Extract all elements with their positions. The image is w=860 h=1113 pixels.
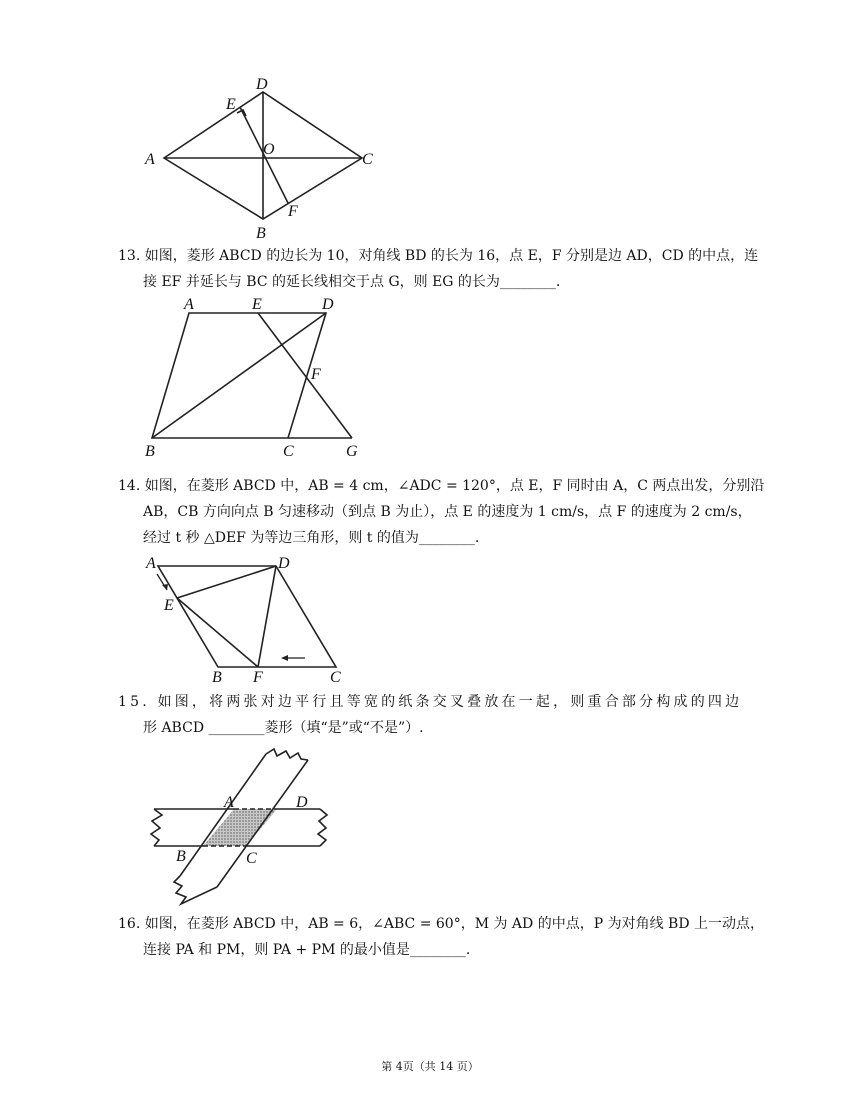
- question-15: [118, 689, 762, 741]
- question-14-line-2: AB，CB 方向向点 B 匀速移动（到点 B 为止），点 E 的速度为 1 cm/s，点 F 的速度为 2 cm/s，: [143, 504, 752, 520]
- arrow-e-icon: [157, 574, 168, 590]
- label-d: D: [278, 555, 290, 572]
- question-16-line-1: 16. 如图，在菱形 ABCD 中，AB = 6，∠ABC = 60°，M 为 AD 的中点，P 为对角线 BD 上一动点，: [118, 916, 764, 932]
- label-a: A: [146, 555, 156, 572]
- label-f: F: [253, 669, 263, 682]
- label-a: A: [145, 151, 155, 168]
- page-number: 第 4页（共 14 页）: [381, 1060, 479, 1073]
- question-15-line-2: 形 ABCD ________菱形（填“是”或“不是”）.: [143, 720, 424, 736]
- label-d: D: [322, 296, 334, 313]
- label-o: O: [263, 141, 275, 158]
- figure-13-rhombus: [140, 293, 380, 463]
- label-e: E: [252, 296, 262, 313]
- question-14-line-3: 经过 t 秒 △DEF 为等边三角形，则 t 的值为________.: [143, 530, 480, 546]
- question-13-line-1: 13. 如图，菱形 ABCD 的边长为 10，对角线 BD 的长为 16，点 E，F 分别是边 AD，CD 的中点，连: [118, 248, 759, 264]
- question-16-line-2: 连接 PA 和 PM，则 PA + PM 的最小值是________.: [143, 942, 471, 958]
- question-14-line-1: 14. 如图，在菱形 ABCD 中，AB = 4 cm，∠ADC = 120°，点 E，F 同时由 A，C 两点出发，分别沿: [118, 478, 765, 494]
- label-c: C: [283, 443, 294, 460]
- figure-12-rhombus: [140, 76, 390, 241]
- label-c: C: [246, 850, 257, 867]
- label-b: B: [256, 225, 266, 241]
- rhombus-abcd: [158, 566, 336, 667]
- label-d: D: [256, 76, 268, 93]
- figure-14-rhombus: [140, 552, 360, 682]
- label-b: B: [145, 443, 155, 460]
- label-f: F: [288, 203, 298, 220]
- label-f: F: [311, 366, 321, 383]
- label-a: A: [224, 794, 234, 811]
- label-e: E: [226, 96, 236, 113]
- label-e: E: [164, 597, 174, 614]
- label-g: G: [346, 443, 358, 460]
- label-c: C: [330, 669, 341, 682]
- question-15-line-1: 15. 如图，将两张对边平行且等宽的纸条交叉叠放在一起，则重合部分构成的四边: [118, 694, 743, 710]
- question-14: [118, 473, 765, 551]
- label-c: C: [362, 151, 373, 168]
- question-13: [118, 243, 762, 295]
- label-d: D: [296, 794, 308, 811]
- label-a: A: [184, 296, 194, 313]
- label-b: B: [176, 848, 186, 865]
- question-13-line-2: 接 EF 并延长与 BC 的延长线相交于点 G，则 EG 的长为________.: [143, 274, 561, 290]
- label-b: B: [212, 669, 222, 682]
- arrow-f-icon: [281, 655, 305, 661]
- figure-15-paper-strips: [140, 748, 340, 908]
- question-16: [118, 911, 762, 963]
